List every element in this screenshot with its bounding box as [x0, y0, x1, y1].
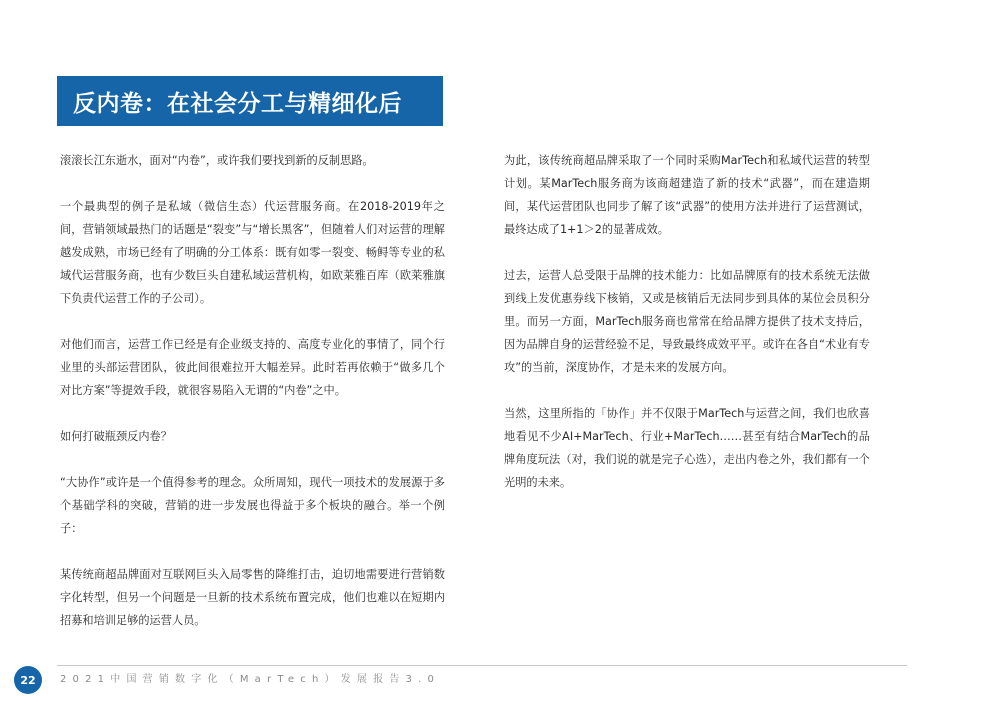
paragraph: 为此，该传统商超品牌采取了一个同时采购MarTech和私域代运营的转型计划。某MarTech服务商为该商超建造了新的技术“武器”，而在建造期间，某代运营团队也同步了解了该“武器”的使用方法并进行了运营测试，最终达成了1+1＞2的显著成效。: [504, 154, 870, 236]
page-number-badge: 22: [14, 666, 42, 694]
paragraph: 当然，这里所指的「协作」并不仅限于MarTech与运营之间，我们也欣喜地看见不少AI+MarTech、行业+MarTech……甚至有结合MarTech的品牌角度玩法（对，我们说的就是完子心选），走出内卷之外，我们都有一个光明的未来。: [504, 407, 870, 489]
paragraph: 某传统商超品牌面对互联网巨头入局零售的降维打击，迫切地需要进行营销数字化转型，但另一个问题是一旦新的技术系统布置完成，他们也难以在短期内招募和培训足够的运营人员。: [60, 568, 445, 627]
paragraph: “大协作”或许是一个值得参考的理念。众所周知，现代一项技术的发展源于多个基础学科的突破，营销的进一步发展也得益于多个板块的融合。举一个例子：: [60, 476, 445, 535]
footer-divider: [57, 665, 907, 666]
title-banner: [57, 76, 443, 126]
paragraph: 对他们而言，运营工作已经是有企业级支持的、高度专业化的事情了，同个行业里的头部运营团队，彼此间很难拉开大幅差异。此时若再依赖于“做多几个对比方案”等提效手段，就很容易陷入无谓的“内卷”之中。: [60, 338, 445, 397]
paragraph: 滚滚长江东逝水，面对“内卷”，或许我们要找到新的反制思路。: [60, 154, 374, 167]
paragraph: 一个最典型的例子是私域（微信生态）代运营服务商。在2018-2019年之间，营销领域最热门的话题是“裂变”与“增长黑客”，但随着人们对运营的理解越发成熟，市场已经有了明确的分工体系：既有如零一裂变、畅鲟等专业的私域代运营服务商，也有少数巨头自建私域运营机构，如欧莱雅百库（欧莱雅旗下负责代运营工作的子公司）。: [60, 200, 445, 305]
paragraph: 过去，运营人总受限于品牌的技术能力：比如品牌原有的技术系统无法做到线上发优惠券线下核销，又或是核销后无法同步到具体的某位会员积分里。而另一方面，MarTech服务商也常常在给品牌方提供了技术支持后，因为品牌自身的运营经验不足，导致最终成效平平。或许在各自“术业有专攻”的当前，深度协作，才是未来的发展方向。: [504, 269, 870, 374]
left-column: [60, 149, 445, 655]
paragraph: 如何打破瓶颈反内卷？: [60, 430, 172, 443]
footer-report-title: 2021中国营销数字化（MarTech）发展报告3.0: [60, 674, 441, 685]
right-column: [504, 149, 870, 517]
page-title: 反内卷：在社会分工与精细化后: [73, 90, 402, 117]
